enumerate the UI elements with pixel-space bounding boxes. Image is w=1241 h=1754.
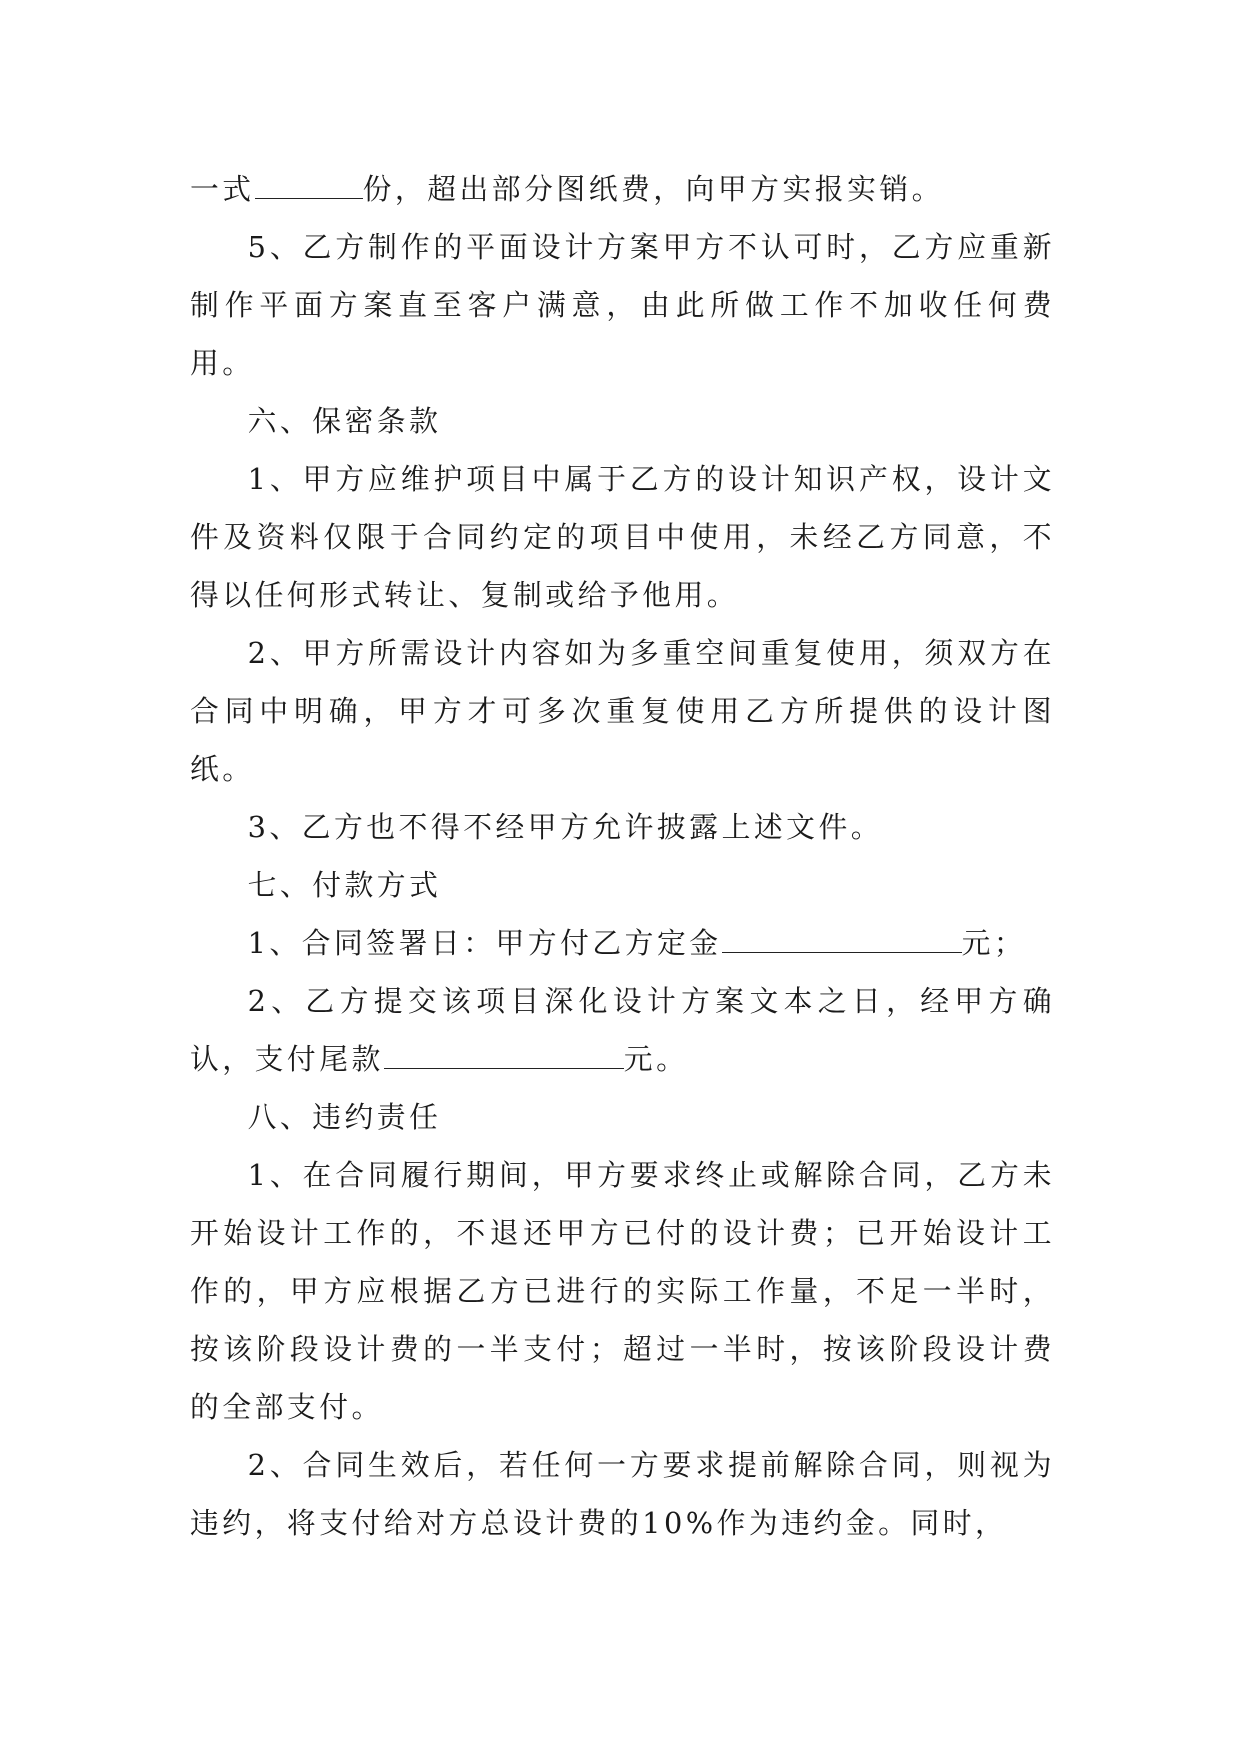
paragraph-ip-protection: 1、甲方应维护项目中属于乙方的设计知识产权，设计文件及资料仅限于合同约定的项目中使用，未经乙方同意，不得以任何形式转让、复制或给予他用。	[190, 462, 1055, 612]
heading-confidentiality: 六、保密条款	[247, 404, 442, 438]
heading-breach: 八、违约责任	[247, 1100, 442, 1134]
deposit-text-after: 元；	[961, 926, 1027, 960]
copies-text-before: 一式	[190, 172, 255, 206]
copies-blank	[255, 168, 363, 199]
paragraph-deposit	[190, 914, 1055, 972]
deposit-text-before: 1、合同签署日：甲方付乙方定金	[247, 926, 722, 960]
document-body	[190, 160, 1055, 1552]
final-payment-text-before: 2、乙方提交该项目深化设计方案文本之日，经甲方确认，支付尾款	[190, 984, 1055, 1076]
final-payment-blank	[384, 1038, 624, 1069]
final-payment-text-after: 元。	[623, 1042, 689, 1076]
deposit-blank	[722, 922, 962, 953]
paragraph-termination: 1、在合同履行期间，甲方要求终止或解除合同，乙方未开始设计工作的，不退还甲方已付的设计费；已开始设计工作的，甲方应根据乙方已进行的实际工作量，不足一半时，按该阶段设计费的一半支付；超过一半时，按该阶段设计费的全部支付。	[190, 1158, 1055, 1424]
paragraph-penalty: 2、合同生效后，若任何一方要求提前解除合同，则视为违约，将支付给对方总设计费的10%作为违约金。同时，	[190, 1448, 1055, 1540]
heading-payment: 七、付款方式	[247, 868, 442, 902]
paragraph-final-payment	[190, 972, 1055, 1088]
paragraph-copies	[190, 160, 1055, 218]
paragraph-redesign: 5、乙方制作的平面设计方案甲方不认可时，乙方应重新制作平面方案直至客户满意，由此所做工作不加收任何费用。	[190, 230, 1055, 380]
paragraph-reuse: 2、甲方所需设计内容如为多重空间重复使用，须双方在合同中明确，甲方才可多次重复使用乙方所提供的设计图纸。	[190, 636, 1055, 786]
copies-text-after: 份，超出部分图纸费，向甲方实报实销。	[362, 172, 944, 206]
paragraph-disclosure: 3、乙方也不得不经甲方允许披露上述文件。	[247, 810, 884, 844]
